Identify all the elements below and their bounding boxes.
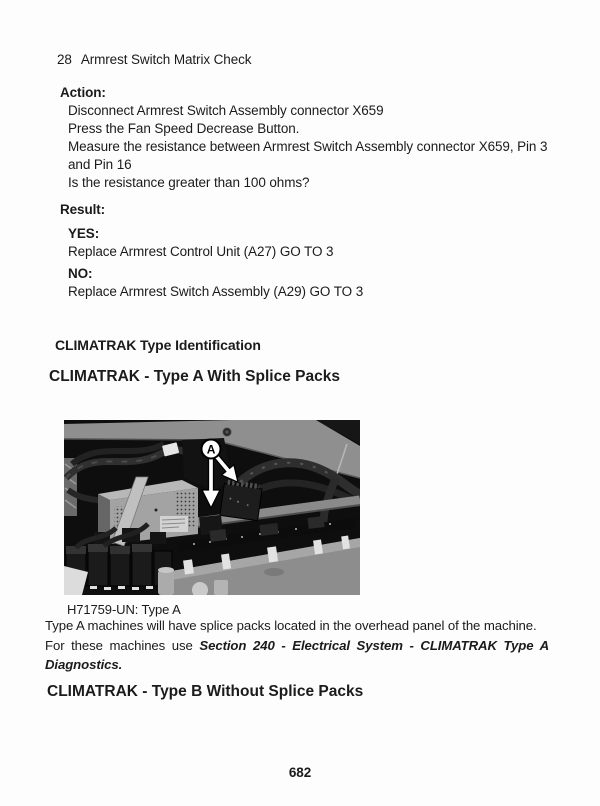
callout-label: A: [206, 442, 216, 457]
page-number: 682: [288, 765, 312, 780]
section-heading: CLIMATRAK Type Identification: [55, 337, 261, 353]
step-title-text: Armrest Switch Matrix Check: [80, 52, 252, 67]
paragraph-normal-text: For these machines use: [45, 638, 200, 653]
result-yes-label: YES:: [68, 226, 100, 241]
type-a-heading: CLIMATRAK - Type A With Splice Packs: [49, 368, 340, 385]
result-yes-text: Replace Armrest Control Unit (A27) GO TO 3: [68, 244, 334, 259]
step-number: 28: [57, 52, 72, 67]
action-line: Disconnect Armrest Switch Assembly connector X659: [68, 103, 384, 118]
figure-caption: H71759-UN: Type A: [67, 602, 181, 617]
type-a-paragraph-line: Diagnostics.: [45, 657, 123, 672]
action-label: Action:: [60, 85, 106, 100]
action-line: Measure the resistance between Armrest Switch Assembly connector X659, Pin 3: [68, 139, 548, 154]
figure-photo-type-a: [64, 420, 360, 595]
result-label: Result:: [60, 202, 106, 217]
action-line: Press the Fan Speed Decrease Button.: [68, 121, 300, 136]
result-no-text: Replace Armrest Switch Assembly (A29) GO TO 3: [68, 284, 364, 299]
type-b-heading: CLIMATRAK - Type B Without Splice Packs: [47, 683, 364, 700]
overhead-panel-photo: [64, 420, 360, 595]
type-a-paragraph-line: Type A machines will have splice packs located in the overhead panel of the machine.: [45, 618, 537, 633]
result-no-label: NO:: [68, 266, 93, 281]
paragraph-emphasis-text: Section 240 - Electrical System - CLIMATRAK Type A: [199, 638, 550, 653]
action-line: and Pin 16: [68, 157, 132, 172]
type-a-paragraph-line: [45, 638, 549, 653]
action-line: Is the resistance greater than 100 ohms?: [68, 175, 310, 190]
step-title: [57, 51, 251, 69]
